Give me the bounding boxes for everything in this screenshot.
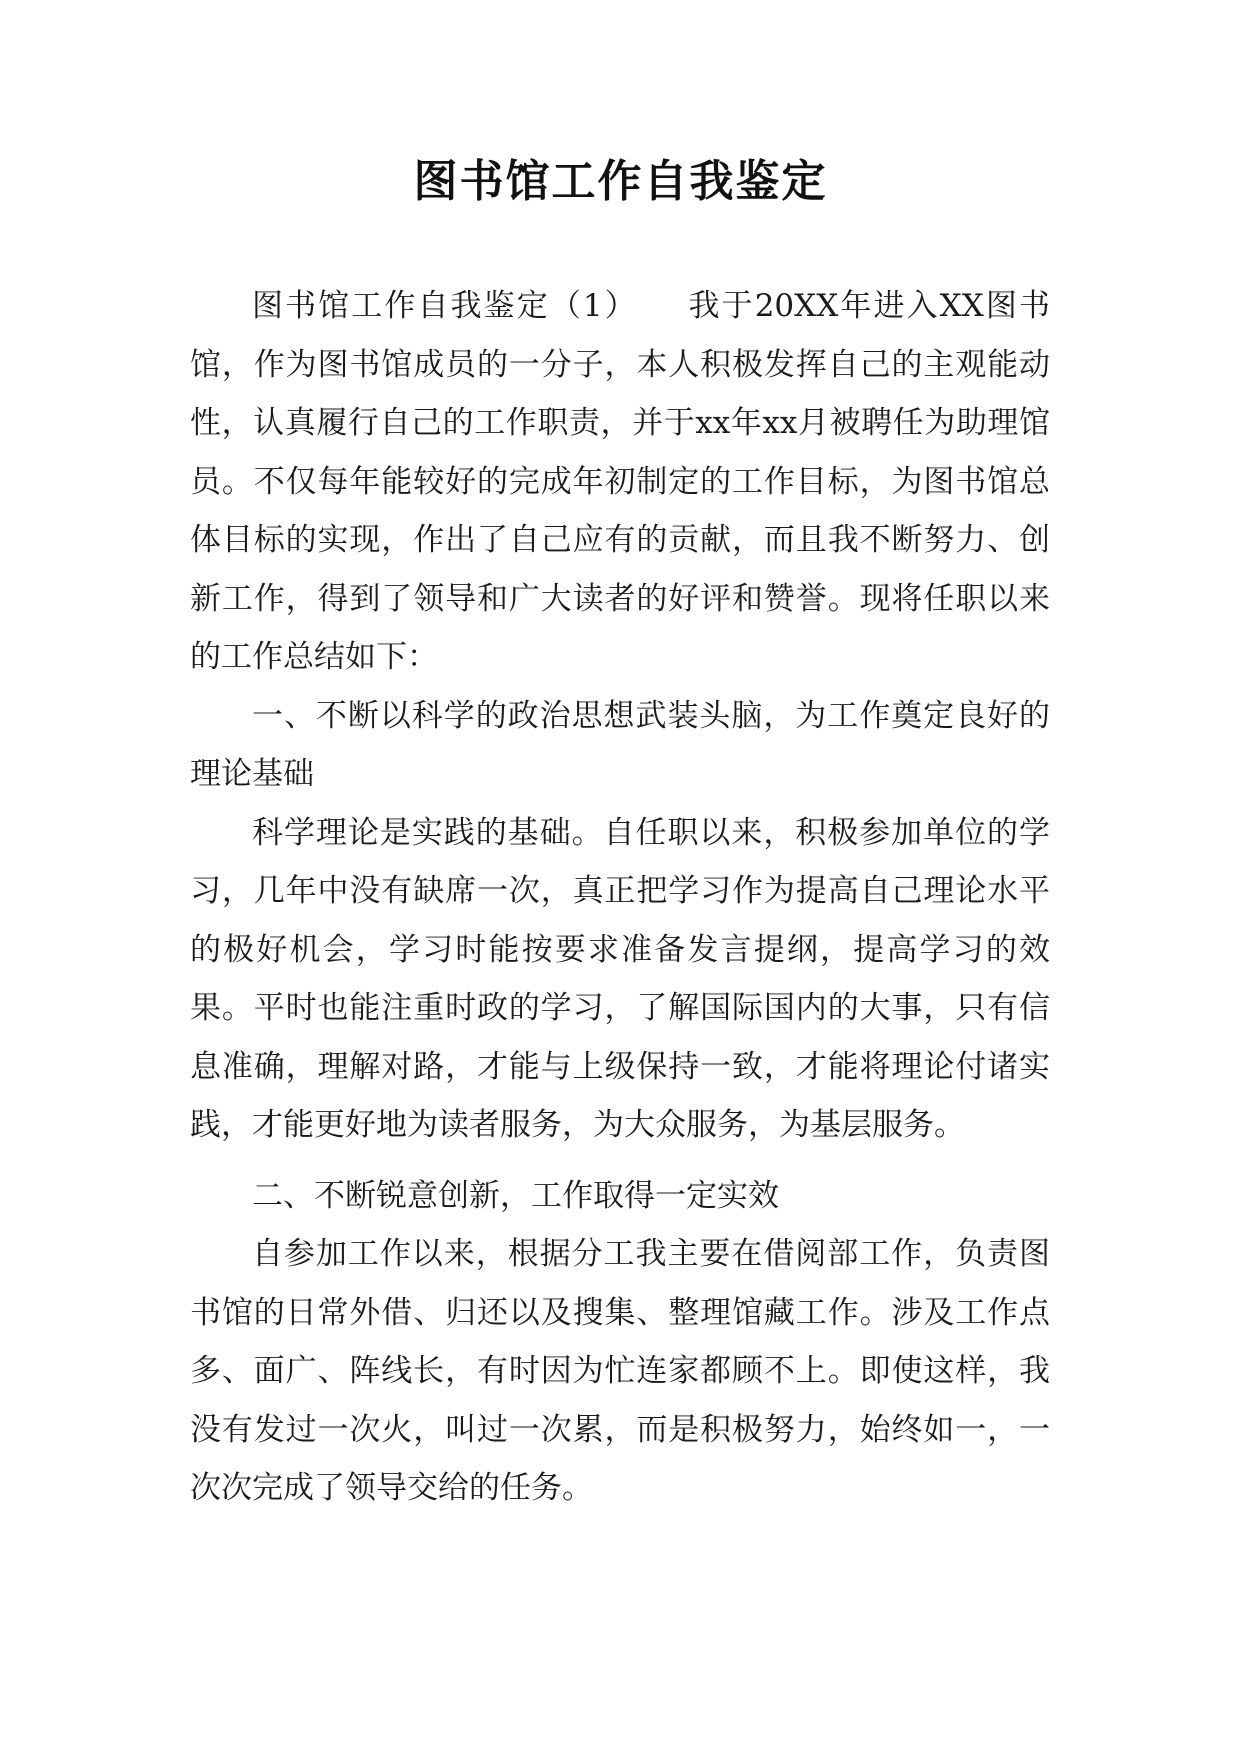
paragraph-section-2: 自参加工作以来，根据分工我主要在借阅部工作，负责图书馆的日常外借、归还以及搜集、整理馆藏工作。涉及工作点多、面广、阵线长，有时因为忙连家都顾不上。即使这样，我没有发过一次火，叫过一次累，而是积极努力，始终如一，一次次完成了领导交给的任务。	[190, 1236, 1050, 1506]
paragraph-intro: 图书馆工作自我鉴定（1） 我于20XX年进入XX图书馆，作为图书馆成员的一分子，本人积极发挥自己的主观能动性，认真履行自己的工作职责，并于xx年xx月被聘任为助理馆员。不仅每年能较好的完成年初制定的工作目标，为图书馆总体目标的实现，作出了自己应有的贡献，而且我不断努力、创新工作，得到了领导和广大读者的好评和赞誉。现将任职以来的工作总结如下：	[190, 288, 1050, 675]
section-heading-1: 一、不断以科学的政治思想武装头脑，为工作奠定良好的理论基础	[190, 697, 1050, 792]
document-title: 图书馆工作自我鉴定	[413, 156, 828, 207]
section-heading-2: 二、不断锐意创新，工作取得一定实效	[252, 1177, 779, 1214]
paragraph-section-1: 科学理论是实践的基础。自任职以来，积极参加单位的学习，几年中没有缺席一次，真正把学习作为提高自己理论水平的极好机会，学习时能按要求准备发言提纲，提高学习的效果。平时也能注重时政的学习，了解国际国内的大事，只有信息准确，理解对路，才能与上级保持一致，才能将理论付诸实践，才能更好地为读者服务，为大众服务，为基层服务。	[190, 814, 1050, 1143]
document-body	[190, 277, 1050, 1518]
